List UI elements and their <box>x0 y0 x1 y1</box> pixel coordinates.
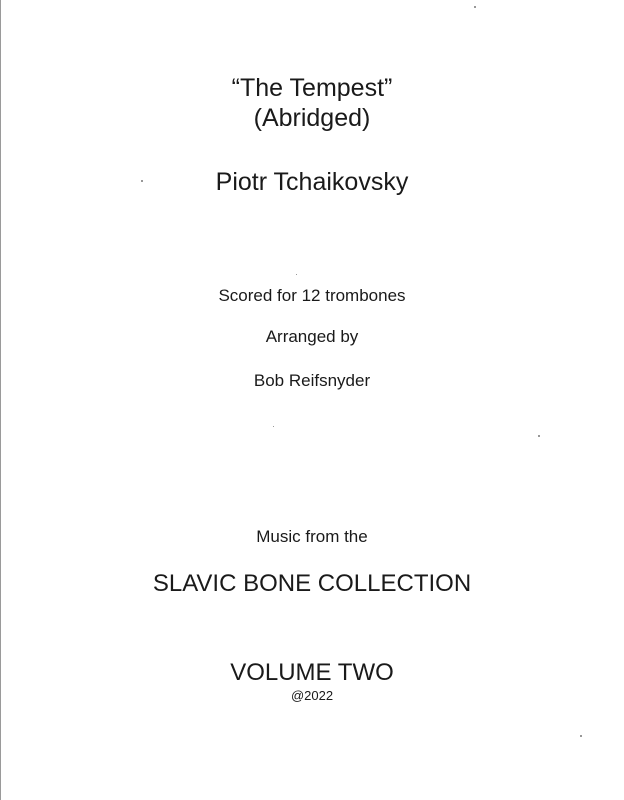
collection-name: SLAVIC BONE COLLECTION <box>152 570 472 597</box>
music-from-label: Music from the <box>256 527 368 546</box>
scan-speck <box>273 426 274 427</box>
piece-subtitle: (Abridged) <box>253 104 371 132</box>
volume-label: VOLUME TWO <box>230 659 394 686</box>
scoring-note: Scored for 12 trombones <box>218 286 406 305</box>
arranger-name: Bob Reifsnyder <box>253 371 371 390</box>
scan-speck <box>296 274 297 275</box>
scan-speck <box>580 735 582 737</box>
arranged-by-label: Arranged by <box>265 327 359 346</box>
copyright-year: @2022 <box>290 688 334 703</box>
composer-name: Piotr Tchaikovsky <box>215 168 409 196</box>
scan-speck <box>141 180 143 182</box>
piece-title: “The Tempest” <box>231 74 393 102</box>
scan-speck <box>538 435 540 437</box>
scan-speck <box>474 6 476 8</box>
